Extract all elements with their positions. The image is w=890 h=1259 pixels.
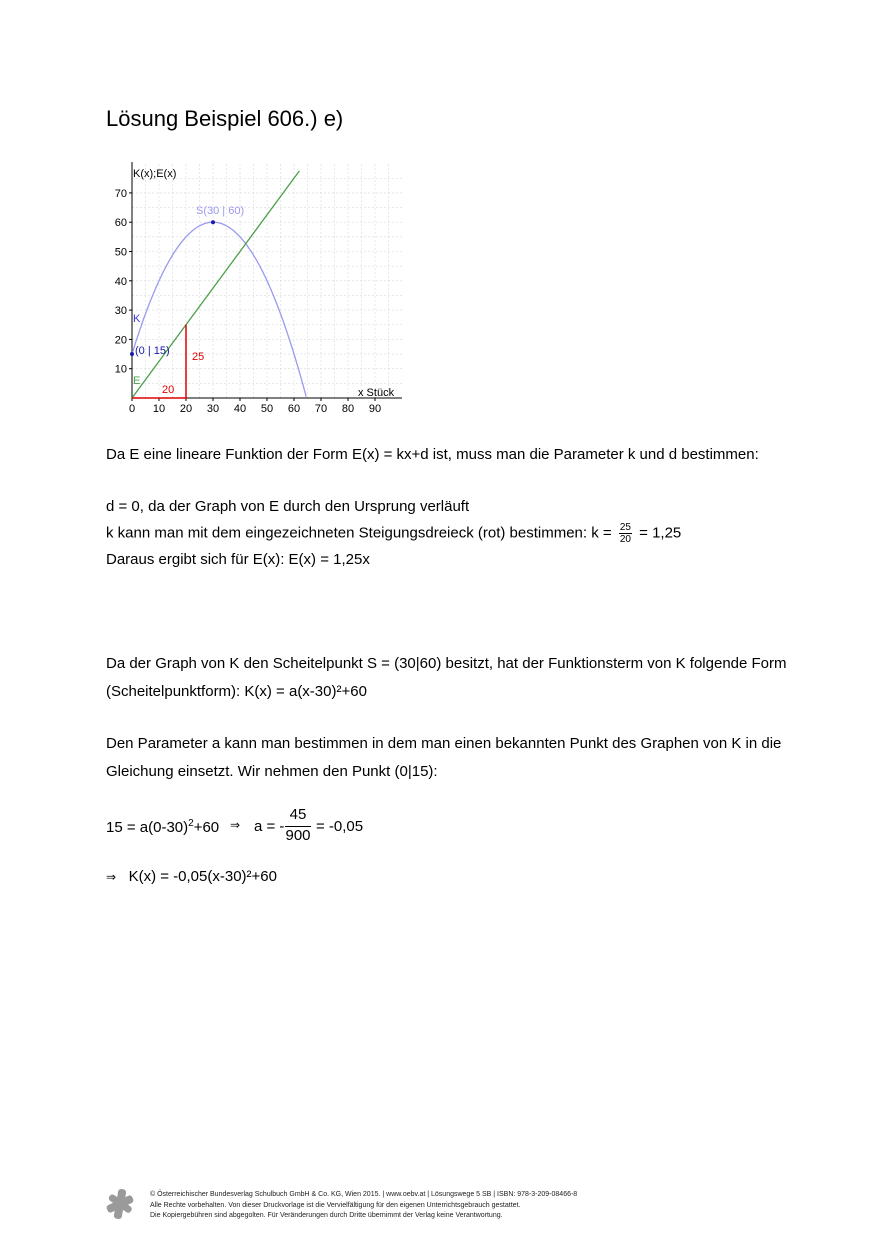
vertex-label: S(30 | 60) [196,205,245,217]
equation-denominator: 900 [285,827,311,844]
y-tick-label: 30 [114,305,127,318]
y-tick-label: 60 [114,217,127,230]
implies-arrow: ⇒ [230,818,241,832]
paragraph-e-result: Daraus ergibt sich für E(x): E(x) = 1,25x [106,551,370,568]
paragraph-vertex: Da der Graph von K den Scheitelpunkt S = (30|60) besitzt, hat der Funktionsterm von K folgende Form [106,655,787,672]
y-tick-label: 40 [114,275,127,288]
equation-fraction [285,806,311,845]
k-result: = 1,25 [639,524,682,542]
y-tick-label: 50 [114,246,127,259]
page-title: Lösung Beispiel 606.) e) [106,106,344,131]
equation-exponent: 2 [188,818,194,829]
equation-result: = -0,05 [316,818,364,835]
paragraph-vertex-form: (Scheitelpunktform): K(x) = a(x-30)²+60 [106,683,367,700]
x-tick-label: 0 [128,403,136,415]
paragraph-k [106,522,681,545]
y-tick-label: 10 [114,363,127,376]
x-tick-label: 70 [314,403,328,415]
intercept-point [130,352,134,356]
footer [150,1190,577,1222]
intercept-label: (0 | 15) [135,345,170,357]
k-text: k kann man mit dem eingezeichneten Steigungsdreieck (rot) bestimmen: k = [106,524,612,542]
publisher-logo [104,1188,136,1220]
final-result [106,868,277,886]
x-tick-label: 50 [260,403,274,415]
k-denominator: 20 [619,534,631,545]
function-graph [100,158,420,418]
equation-a: a = - [254,818,285,835]
k-numerator: 25 [619,522,631,533]
y-axis-label: K(x);E(x) [133,168,177,180]
paragraph-form: Da E eine lineare Funktion der Form E(x) = kx+d ist, muss man die Parameter k und d bestimmen: [106,446,759,463]
y-tick-label: 70 [114,187,127,200]
y-tick-label: 20 [114,334,127,347]
paragraph-d: d = 0, da der Graph von E durch den Ursprung verläuft [106,498,470,515]
equation-numerator: 45 [289,806,307,823]
vertex-point [211,220,215,224]
triangle-run-label: 20 [162,384,175,396]
curve-k-label: K [133,313,141,325]
curve-k [132,222,306,396]
triangle-rise-label: 25 [192,351,205,363]
x-tick-label: 10 [152,403,166,415]
line-e-label: E [133,375,141,387]
x-tick-label: 90 [368,403,382,415]
footer-rights: Alle Rechte vorbehalten. Von dieser Druckvorlage ist die Vervielfältigung für den eigenen Unterrichtsgebrauch gestattet. [150,1201,521,1209]
x-tick-label: 60 [287,403,301,415]
x-tick-label: 40 [233,403,247,415]
footer-copyright: © Österreichischer Bundesverlag Schulbuch GmbH & Co. KG, Wien 2015. | www.oebv.at | Lösungswege 5 SB | ISBN: 978-3-209-08466-8 [150,1191,578,1198]
result-arrow: ⇒ [106,870,117,884]
k-fraction [619,522,632,545]
paragraph-point: Gleichung einsetzt. Wir nehmen den Punkt (0|15): [106,763,438,780]
x-axis-label: x Stück [358,387,395,399]
paragraph-parameter: Den Parameter a kann man bestimmen in dem man einen bekannten Punkt des Graphen von K in die [106,735,782,752]
footer-disclaimer: Die Kopiergebühren sind abgegolten. Für Veränderungen durch Dritte übernimmt der Verlag keine Verantwortung. [150,1212,503,1219]
x-tick-label: 80 [341,403,355,415]
x-tick-label: 30 [206,403,220,415]
result-formula: K(x) = -0,05(x-30)²+60 [128,868,277,885]
x-tick-label: 20 [179,403,193,415]
equation-left: $15 = a(0-30)^2+60$ [106,818,220,836]
